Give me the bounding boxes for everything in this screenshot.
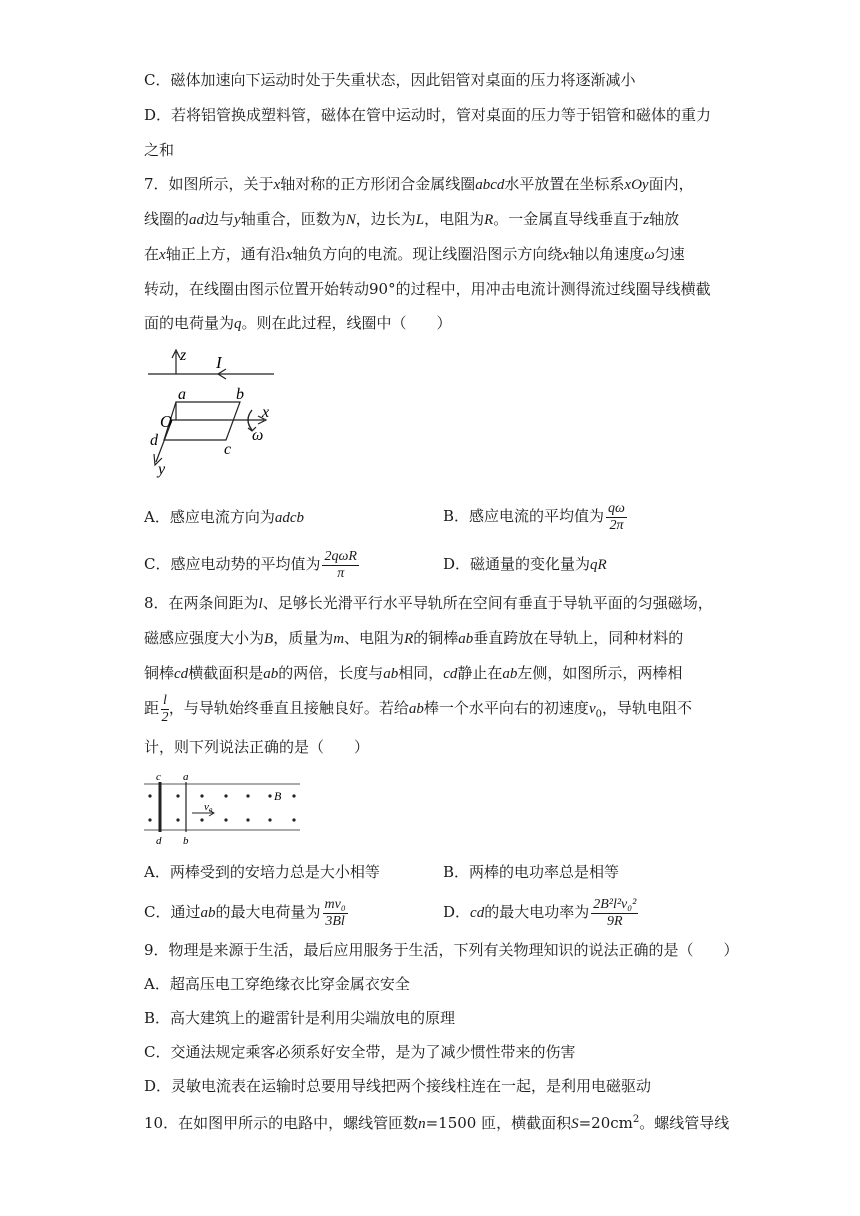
q7-option-c: C．感应电动势的平均值为 $\frac{\text{2qωR}}{\pi}$ — [144, 548, 357, 581]
fig2-label-a: a — [183, 771, 189, 783]
fig2-label-d: d — [156, 835, 162, 847]
fig1-label-y: y — [158, 461, 166, 478]
q9-option-a: A．超高压电工穿绝缘衣比穿金属衣安全 — [144, 975, 410, 993]
q9-option-d: D．灵敏电流表在运输时总要用导线把两个接线柱连在一起，是利用电磁驱动 — [144, 1077, 652, 1095]
fig1-label-z: z — [180, 347, 187, 364]
fig1-label-i: I — [216, 353, 222, 372]
q7-option-b: B．感应电流的平均值为 $\frac{q\omega}{2\pi}$ — [443, 500, 625, 533]
q8-option-d: D．cd的最大电功率为 $\frac{\text{2B²l²v₀²}}{9R}$ — [443, 896, 637, 929]
q7-option-a: A．感应电流方向为adcb — [144, 508, 305, 526]
fig1-label-a: a — [178, 386, 186, 403]
q8-line-2: 磁感应强度大小为B，质量为m、电阻为R的铜棒ab垂直跨放在导轨上，同种材料的 — [144, 629, 684, 647]
q8-line-3: 铜棒cd横截面积是ab的两倍，长度与ab相同，cd静止在ab左侧，如图所示，两棒相 — [144, 664, 683, 682]
q6-option-c: C．磁体加速向下运动时处于失重状态，因此铝管对桌面的压力将逐渐减小 — [144, 71, 636, 89]
fig1-label-b: b — [236, 386, 244, 403]
fig1-label-omega: ω — [252, 427, 264, 444]
fig1-label-x: x — [262, 404, 270, 421]
q7-line-4: 转动，在线圈由图示位置开始转动90°的过程中，用冲击电流计测得流过线圈导线横截 — [144, 280, 711, 298]
coil-diagram — [144, 340, 284, 480]
rails-diagram — [144, 770, 302, 852]
q10-line-1: 10．在如图甲所示的电路中，螺线管匝数n=1500 匝，横截面积$S=20cm^2$。螺线管导线 — [144, 1114, 730, 1132]
q8-d-fraction: $\frac{\text{2B²l²v₀²}}{9R}$ — [593, 896, 637, 929]
q8-option-c: C．通过ab的最大电荷量为 $\frac{\text{mv₀}}{3Bl}$ — [144, 896, 346, 929]
q7-line-2: 线圈的ad边与y轴重合，匝数为N，边长为L，电阻为R。一金属直导线垂直于z轴放 — [144, 210, 680, 228]
q8-line-5: 计，则下列说法正确的是（ ） — [144, 738, 370, 756]
q9-option-b: B．高大建筑上的避雷针是利用尖端放电的原理 — [144, 1009, 456, 1027]
q6-option-d-cont: 之和 — [144, 141, 175, 159]
q6-option-d: D．若将铝管换成塑料管，磁体在管中运动时，管对桌面的压力等于铝管和磁体的重力 — [144, 106, 712, 124]
q8-option-a: A．两棒受到的安培力总是大小相等 — [144, 863, 380, 881]
q7-line-3: 在x轴正上方，通有沿x轴负方向的电流。现让线圈沿图示方向绕x轴以角速度ω匀速 — [144, 245, 685, 263]
q8-option-b: B．两棒的电功率总是相等 — [443, 863, 620, 881]
q8-line-1: 8．在两条间距为l、足够长光滑平行水平导轨所在空间有垂直于导轨平面的匀强磁场， — [144, 594, 713, 612]
fig2-label-c: c — [156, 771, 161, 783]
q7-option-d: D．磁通量的变化量为qR — [443, 555, 607, 573]
fig1-label-o: O — [160, 412, 173, 431]
q8-half-fraction: $\frac{l}{2}$ — [161, 692, 169, 725]
q8-line-4: 距 $\frac{l}{2}$ ，与导轨始终垂直且接触良好。若给ab棒一个水平向右的初速度$v_0$，导轨电阻不 — [144, 692, 692, 725]
q7-b-fraction: $\frac{q\omega}{2\pi}$ — [608, 500, 625, 533]
q7-line-1: 7．如图所示，关于x轴对称的正方形闭合金属线圈abcd水平放置在坐标系xOy面内， — [144, 175, 694, 193]
fig2-label-b-field: B — [274, 789, 282, 803]
q7-c-fraction: $\frac{\text{2qωR}}{\pi}$ — [324, 548, 357, 581]
q9-option-c: C．交通法规定乘客必须系好安全带，是为了减少惯性带来的伤害 — [144, 1043, 576, 1061]
q7-line-5: 面的电荷量为q。则在此过程，线圈中（ ） — [144, 314, 452, 332]
fig2-label-b: b — [183, 835, 189, 847]
fig2-label-v0: v₀ — [204, 801, 213, 813]
fig1-label-c: c — [224, 441, 232, 458]
fig1-label-d: d — [150, 432, 158, 449]
q8-c-fraction: $\frac{\text{mv₀}}{3Bl}$ — [324, 896, 346, 929]
q9-stem: 9．物理是来源于生活，最后应用服务于生活，下列有关物理知识的说法正确的是（ ） — [144, 941, 739, 959]
